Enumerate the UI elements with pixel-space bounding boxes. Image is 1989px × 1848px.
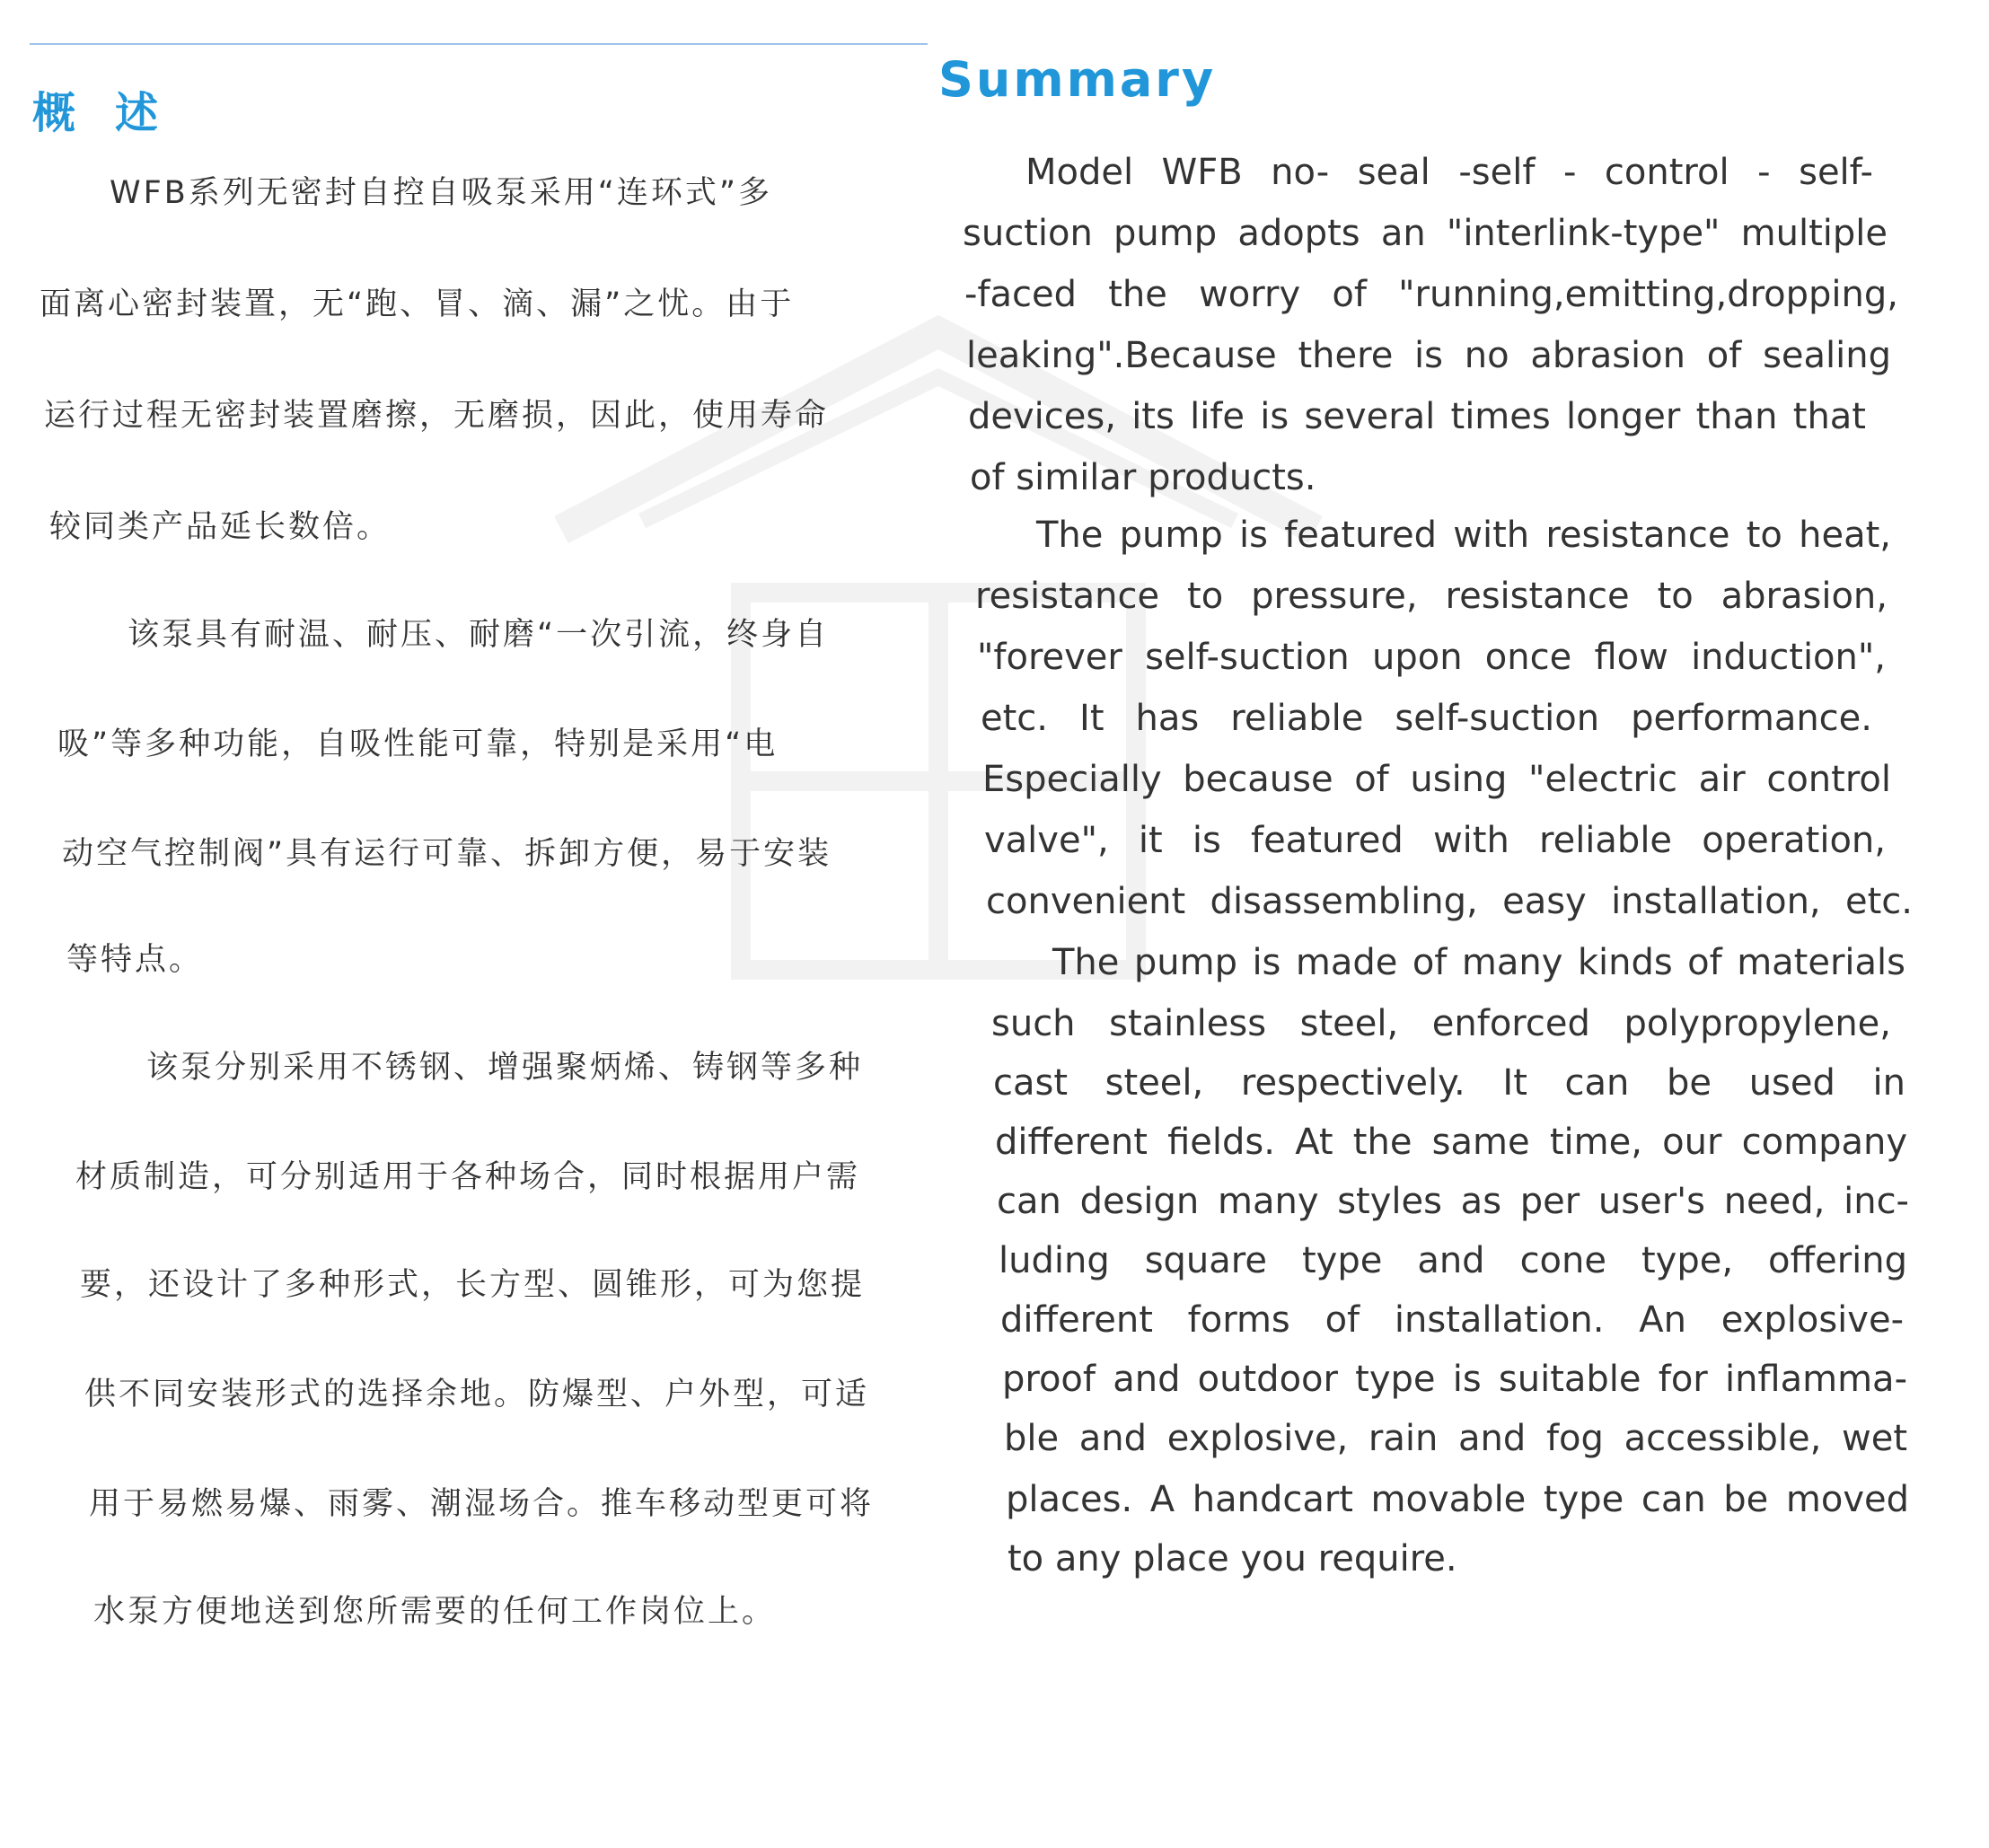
chinese-line: 供不同安装形式的选择余地。防爆型、户外型，可适 bbox=[84, 1377, 870, 1412]
english-line: Especially because of using "electric air control bbox=[982, 759, 1891, 800]
english-line: The pump is featured with resistance to heat, bbox=[1036, 515, 1891, 556]
english-line: of similar products. bbox=[970, 457, 1316, 498]
english-line: different forms of installation. An explosive- bbox=[1000, 1299, 1904, 1341]
english-line: proof and outdoor type is suitable for inflamma- bbox=[1002, 1359, 1907, 1400]
chinese-line: 较同类产品延长数倍。 bbox=[49, 509, 392, 545]
english-line: -faced the worry of "running,emitting,dropping, bbox=[964, 274, 1898, 315]
english-line: to any place you require. bbox=[1008, 1538, 1457, 1580]
english-line: devices, its life is several times longer than that bbox=[968, 396, 1866, 437]
chinese-line: 吸”等多种功能，自吸性能可靠，特别是采用“电 bbox=[57, 726, 779, 762]
chinese-line: WFB系列无密封自控自吸泵采用“连环式”多 bbox=[110, 175, 773, 211]
chinese-line: 该泵分别采用不锈钢、增强聚炳烯、铸钢等多种 bbox=[146, 1050, 864, 1086]
top-divider bbox=[30, 43, 928, 45]
english-line: such stainless steel, enforced polypropylene, bbox=[991, 1003, 1891, 1044]
chinese-line: 要，还设计了多种形式，长方型、圆锥形，可为您提 bbox=[80, 1267, 866, 1303]
english-line: The pump is made of many kinds of materials bbox=[1052, 942, 1905, 983]
english-line: suction pump adopts an "interlink-type" multiple bbox=[963, 213, 1888, 254]
chinese-line: 材质制造，可分别适用于各种场合，同时根据用户需 bbox=[75, 1159, 861, 1195]
english-line: cast steel, respectively. It can be used in bbox=[993, 1062, 1905, 1104]
english-line: places. A handcart movable type can be moved bbox=[1006, 1479, 1909, 1520]
english-line: ble and explosive, rain and fog accessible, wet bbox=[1004, 1418, 1907, 1459]
english-line: convenient disassembling, easy installation, etc. bbox=[986, 881, 1913, 922]
english-line: etc. It has reliable self-suction performance. bbox=[981, 698, 1872, 739]
chinese-line: 水泵方便地送到您所需要的任何工作岗位上。 bbox=[93, 1594, 777, 1630]
english-line: different fields. At the same time, our company bbox=[995, 1122, 1907, 1163]
chinese-line: 用于易燃易爆、雨雾、潮湿场合。推车移动型更可将 bbox=[89, 1486, 875, 1522]
english-line: "forever self-suction upon once flow induction", bbox=[977, 637, 1886, 678]
english-line: Model WFB no- seal -self - control - self- bbox=[1025, 152, 1873, 193]
english-line: valve", it is featured with reliable operation, bbox=[984, 820, 1886, 861]
chinese-line: 等特点。 bbox=[66, 942, 204, 978]
chinese-line: 动空气控制阀”具有运行可靠、拆卸方便，易于安装 bbox=[62, 836, 832, 872]
chinese-line: 该泵具有耐温、耐压、耐磨“一次引流，终身自 bbox=[128, 617, 830, 653]
english-line: leaking".Because there is no abrasion of sealing bbox=[966, 335, 1891, 376]
english-heading: Summary bbox=[938, 51, 1217, 108]
chinese-heading: 概述 bbox=[32, 88, 198, 138]
english-line: can design many styles as per user's need, inc- bbox=[997, 1181, 1909, 1222]
chinese-line: 面离心密封装置，无“跑、冒、滴、漏”之忧。由于 bbox=[40, 286, 795, 322]
chinese-line: 运行过程无密封装置磨擦，无磨损，因此，使用寿命 bbox=[44, 398, 830, 434]
english-line: resistance to pressure, resistance to abrasion, bbox=[975, 576, 1888, 617]
english-line: luding square type and cone type, offering bbox=[999, 1240, 1907, 1281]
